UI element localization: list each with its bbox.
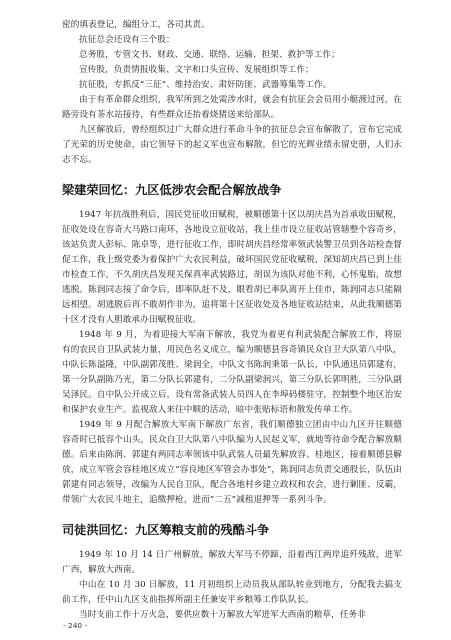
paragraph: 1947 年抗战胜利后，国民党征收田赋税，被顺德第十区以胡庆昌为首承收田赋税，征收处设在容奇大马路口南环，各地设立征收站，我上佳市设立征收站管辖整个容奇乡，该站负责人彭标、陈卓等，进行征收工作，即时胡庆昌经常率领武装警卫员到各站检查督促工作，我上级党委为着保护广大农民利益，破坏国民党征收赋税，深知胡庆昌已到上佳市检查工作，不久胡庆昌发现关保真率武装路过，胡误为该队对他不利，心怀鬼胎，故想逃脱。陈润同志接了命令后，即率队赶不及，眼看胡已率队离开上佳市，陈润同志只能隔远相望。胡逃脱后再不敢胡作非为，追将第十区征收处及各地征收站结束，从此我顺德第十区才没有人胆敢承办田赋税征收。: [62, 210, 402, 325]
paragraph: 1949 年 10 月 14 日广州解放，解放大军马不停蹄，沿着西江两岸追歼残敌，进军广西，解放大西南。: [62, 550, 402, 575]
list-item: 宣传股，负责情报收集、文字和口头宣传、发展组织等工作；: [79, 65, 314, 75]
list-item: 总务股，专管文书、财政、交通、联络、运输、担架、救护等工作；: [79, 50, 340, 60]
section-heading: 司徒洪回忆：九区筹粮支前的残酷斗争: [62, 523, 270, 537]
paragraph: 抗征总会还设有三个股：: [79, 35, 175, 45]
paragraph: 九区解放后，曾经组织过广大群众进行革命斗争的抗征总会宣布解散了，宣布它完成了光荣的历史使命，由它领导下的起义军也宣布解散，但它的光辉业绩永留史册，人们永志不忘。: [62, 125, 402, 165]
list-item: 抗征股，专抓反“三征”、维持治安、肃奸防匪、武器筹集等工作。: [79, 80, 332, 90]
section-heading: 梁建荣回忆：九区低涉农会配合解放战争: [62, 183, 282, 197]
page-content: [62, 18, 402, 623]
paragraph: 中山在 10 月 30 日解放，11 月初组织上动员我从部队转业到地方，分配我去搞支前工作，任中山九区支前指挥所副主任兼安平乡粮筹工作队队长。: [62, 580, 402, 605]
paragraph: 由于有革命群众组织，我军所到之处需涉水时，就会有抗征会会员用小艇渡过河，在路旁设有茶水站接待，有些群众还抬着烧猪送来给部队。: [62, 95, 402, 120]
paragraph: 当时支前工作十万火急，要供应数十万解放大军进军大西南的粮草，任务非: [79, 610, 366, 620]
paragraph: 1948 年 9 月，为着迎接大军南下解放，我党为着更有利武装配合解放工作，将原有的农民自卫队武装力量，用民色名义成立，编为顺德县容奇镇民众自卫大队第八中队，中队长陈溢隆，中队副郭茂胜、梁润全，中队文书陈润秉第一队长，中队通迅员郭建有，第一分队副陈乃光，第二分队长郭建有，二分队副梁润兴，第三分队长郭明胜，三分队副吴泽民。自中队公开成立后，设有常备武装人员四人在李埠码楼驻守，控制整个地区治安和保护农业生产。监视敌人来往中顺的活动，暗中张贴标语和散发传单工作。: [62, 330, 402, 415]
page-number: - 240 -: [63, 621, 88, 630]
paragraph: 1949 年 9 月配合解放大军南下解放广东省，我们顺德独立团由中山九区开往顺德容奇时已抵容个山头，民众自卫大队第八中队编为人民起义军，就地等待命令配合解放顺德。后来由陈润、郭建有两同志率领该中队武装人员最先解放容、桂地区，接着顺德县解放，成立军管会容桂地区成立“容良地区军管会办事处”，陈润同志负责交通股长，队伍由郭建有同志领导，改编为人民自卫队，配合各地村乡建立政权和农会，进行剿匪、反霸，带领广大农民斗地主，追缴押枪，进而“二五”减租退押等一系列斗争。: [62, 420, 402, 505]
paragraph: 密的填表登记，编组分工，各司其责。: [62, 20, 210, 30]
